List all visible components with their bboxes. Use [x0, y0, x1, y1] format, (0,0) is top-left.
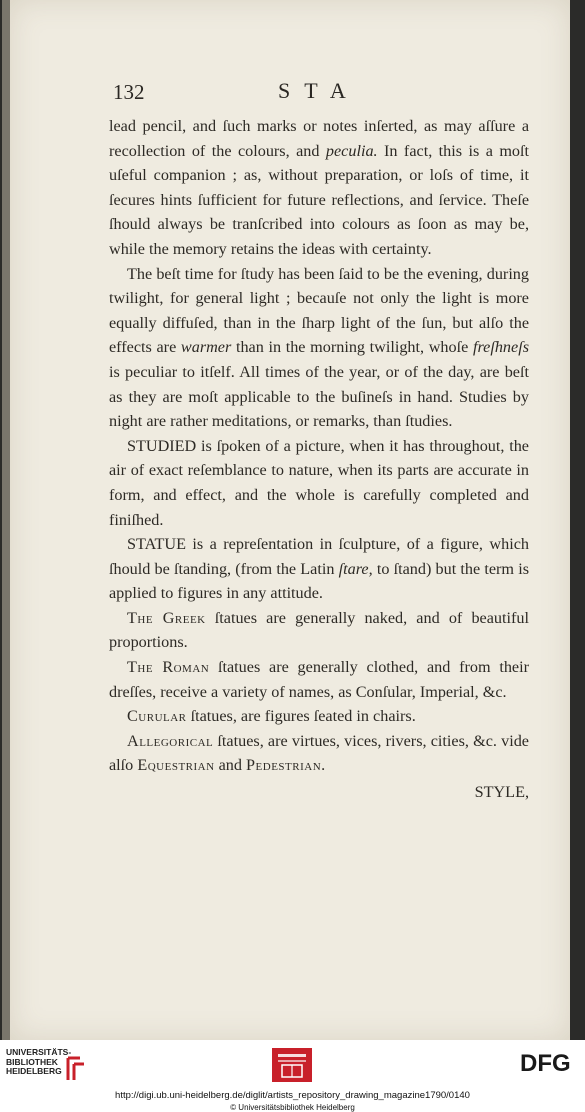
paragraph-1: lead pencil, and ſuch marks or notes inſerted, as may aſſure a recollection of the colours, and peculia. In fact, this is a moſt uſeful companion ; as, without preparation, or loſs of time, it ſecures hints ſufficient for future reflections, and ſervice. Theſe ſhould always be tranſcribed into colours as ſoon as may be, while the memory retains the ideas with certainty. [109, 117, 530, 258]
paragraph-curular: Curular ſtatues, are figures ſeated in chairs. [127, 707, 416, 726]
text-block [109, 114, 529, 805]
library-mark-icon [64, 1054, 86, 1084]
digitization-logo-icon[interactable] [272, 1048, 312, 1082]
page-header [10, 78, 570, 106]
dfg-logo[interactable]: DFG [520, 1050, 571, 1077]
running-head: STA [278, 78, 360, 103]
university-library-logo[interactable]: UNIVERSITÄTS- BIBLIOTHEK HEIDELBERG [6, 1048, 96, 1088]
page-number: 132 [113, 80, 145, 104]
entry-statue: STATUE is a repreſentation in ſculpture, of a figure, which ſhould be ſtanding, (from the Latin ſtare, to ſtand) but the term is applied to figures in any attitude. [109, 535, 529, 603]
paragraph-roman: The Roman ſtatues are generally clothed, and from their dreſſes, receive a variety of names, as Conſular, Imperial, &c. [109, 658, 529, 701]
paragraph-2: The beſt time for ſtudy has been ſaid to be the evening, during twilight, for general light ; becauſe not only the light is more equally diffuſed, than in the ſharp light of the ſun, but alſo the effects are warmer than in the morning twilight, whoſe freſhneſs is peculiar to itſelf. All times of the year, or of the day, are beſt as they are moſt applicable to the buſineſs in hand. Studies by night are rather meditations, or remarks, than ſtudies. [109, 264, 530, 431]
catchword: STYLE, [474, 783, 529, 802]
paragraph-greek: The Greek ſtatues are generally naked, and of beautiful proportions. [109, 608, 530, 652]
page-url-link[interactable]: http://digi.ub.uni-heidelberg.de/diglit/artists_repository_drawing_magazine1790/0140 [115, 1090, 470, 1101]
entry-studied: STUDIED is ſpoken of a picture, when it has throughout, the air of exact reſemblance to nature, when its parts are accurate in form, and effect, and the whole is carefully completed and finiſhed. [109, 436, 529, 529]
viewer-footer [0, 1040, 585, 1112]
page-edge [2, 0, 10, 1040]
paragraph-allegorical: Allegorical ſtatues, are virtues, vices, rivers, cities, &c. vide alſo Equestrian and Pedestrian. [109, 731, 529, 775]
copyright-notice: © Universitätsbibliothek Heidelberg [230, 1103, 355, 1112]
book-icon [272, 1048, 312, 1082]
